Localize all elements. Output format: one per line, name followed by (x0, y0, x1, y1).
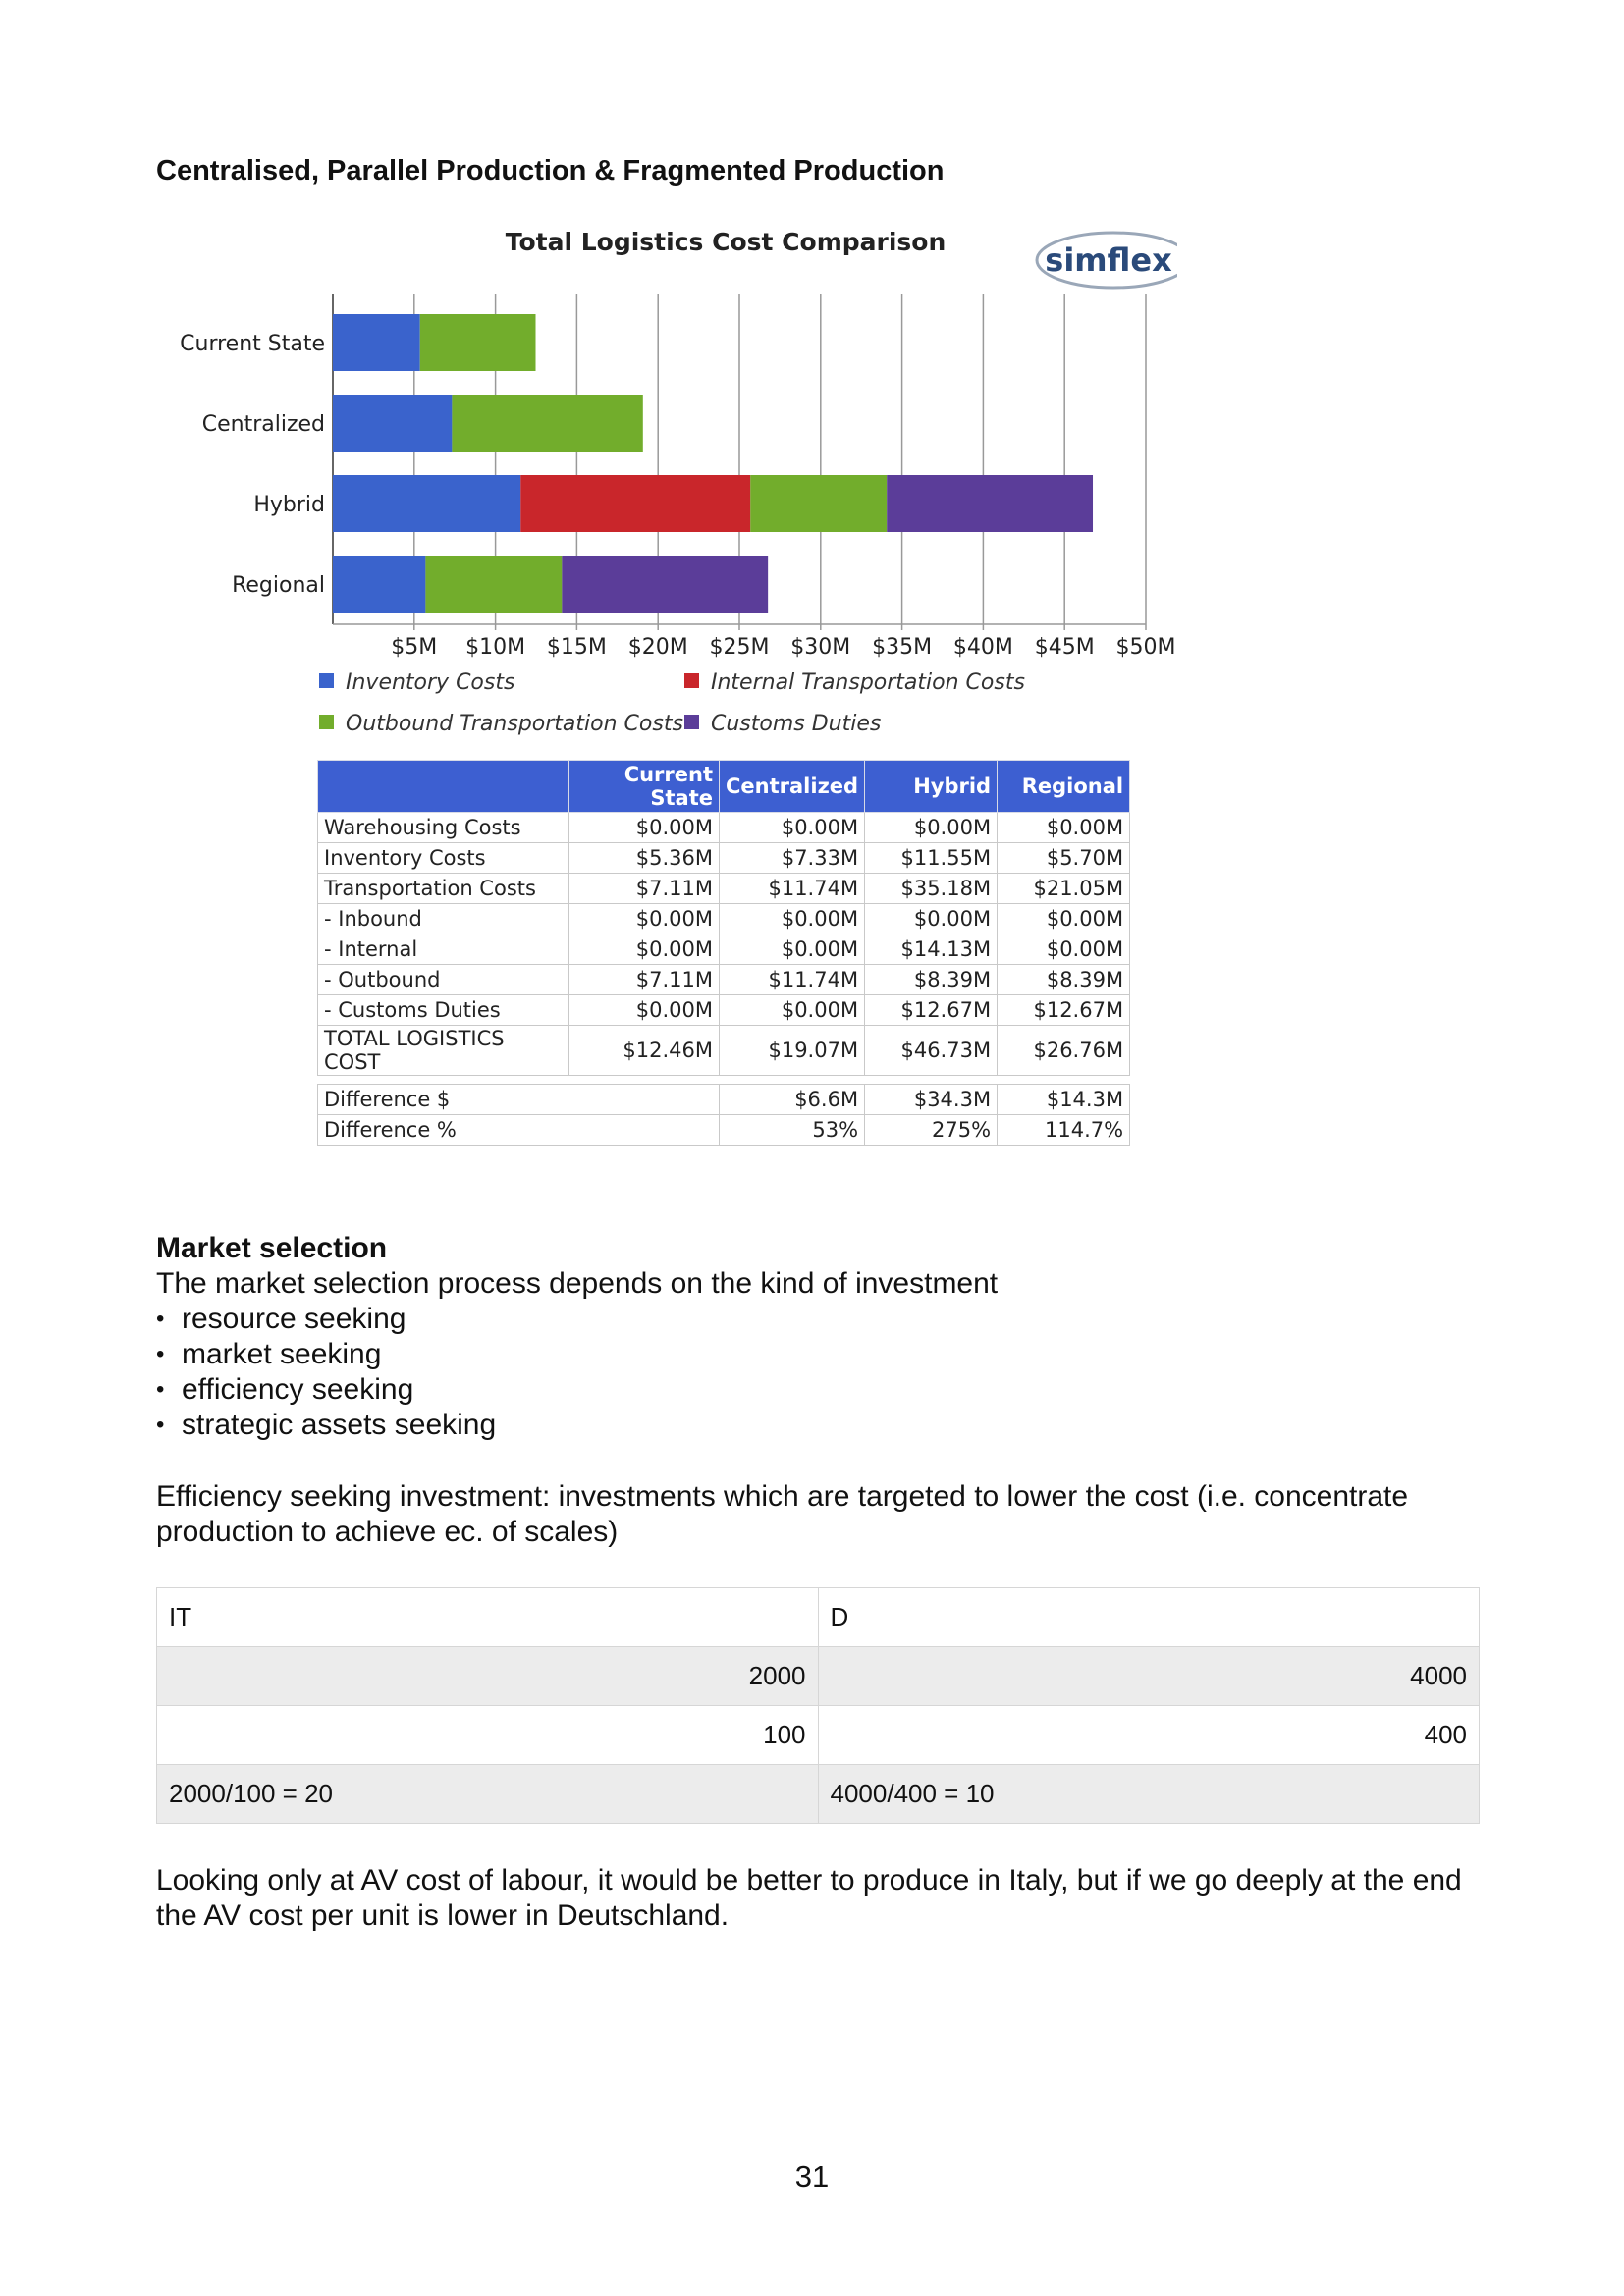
bar-segment (425, 556, 562, 613)
efficiency-text: Efficiency seeking investment: investments which are targeted to lower the cost (i.e. concentrate production to achieve ec. of scales) (156, 1480, 1409, 1548)
list-item: • market seeking (156, 1337, 496, 1372)
table-row (318, 995, 1130, 1026)
table-cell: $21.05M (998, 874, 1130, 904)
table-cell: $34.3M (865, 1085, 998, 1115)
table-row (318, 1085, 1130, 1115)
x-tick-label: $25M (709, 635, 770, 660)
table-cell: D (818, 1588, 1480, 1647)
table-cell: $19.07M (720, 1026, 865, 1076)
table-cell: - Customs Duties (318, 995, 569, 1026)
cost-table (317, 760, 1130, 1146)
legend-label: Customs Duties (711, 712, 882, 736)
table-cell: $0.00M (569, 904, 720, 934)
category-label: Current State (180, 332, 325, 356)
table-cell: $0.00M (865, 904, 998, 934)
bar-segment (420, 314, 536, 371)
x-tick-label: $45M (1034, 635, 1095, 660)
chart-category-labels (180, 332, 325, 598)
table-cell: $12.67M (865, 995, 998, 1026)
table-cell: 275% (865, 1115, 998, 1146)
category-label: Centralized (201, 412, 325, 437)
legend-swatch (319, 715, 334, 729)
spacer-cell (318, 1076, 1130, 1085)
list-item: • efficiency seeking (156, 1372, 496, 1408)
table-cell: $0.00M (865, 813, 998, 843)
page-number: 31 (794, 2160, 830, 2194)
conclusion-text: Looking only at AV cost of labour, it would be better to produce in Italy, but if we go deeply at the end the AV cost per unit is lower in Deutschland. (156, 1864, 1462, 1932)
cost-table-header (318, 761, 1130, 813)
legend-swatch (684, 715, 699, 729)
legend-swatch (684, 673, 699, 688)
bar-segment (452, 395, 642, 452)
x-tick-label: $50M (1115, 635, 1176, 660)
bar-segment (333, 556, 425, 613)
table-cell: 4000/400 = 10 (818, 1765, 1480, 1824)
table-cell: 53% (720, 1115, 865, 1146)
bar-segment (333, 314, 420, 371)
table-row (318, 843, 1130, 874)
cost-header-current: Current State (569, 761, 720, 813)
category-label: Regional (232, 573, 325, 598)
bar-segment (520, 475, 750, 532)
table-cell: $12.67M (998, 995, 1130, 1026)
table-cell: - Inbound (318, 904, 569, 934)
table-cell: $0.00M (569, 813, 720, 843)
table-cell: 4000 (818, 1647, 1480, 1706)
table-row (318, 1026, 1130, 1076)
table-cell: TOTAL LOGISTICS COST (318, 1026, 569, 1076)
table-row (157, 1706, 1480, 1765)
table-cell: $11.74M (720, 965, 865, 995)
legend-label: Internal Transportation Costs (711, 670, 1025, 695)
table-cell: $35.18M (865, 874, 998, 904)
table-cell: $0.00M (569, 995, 720, 1026)
table-cell: 400 (818, 1706, 1480, 1765)
table-cell: $0.00M (720, 904, 865, 934)
x-tick-label: $30M (790, 635, 851, 660)
table-cell: - Outbound (318, 965, 569, 995)
table-cell: 2000/100 = 20 (157, 1765, 819, 1824)
table-cell: $0.00M (569, 934, 720, 965)
table-cell: $0.00M (720, 813, 865, 843)
bar-segment (333, 395, 452, 452)
cost-header-regional: Regional (998, 761, 1130, 813)
category-label: Hybrid (253, 493, 325, 517)
table-cell: $0.00M (998, 904, 1130, 934)
x-tick-label: $35M (872, 635, 933, 660)
table-cell: $26.76M (998, 1026, 1130, 1076)
table-row (157, 1765, 1480, 1824)
logistics-cost-chart (156, 216, 1177, 766)
table-cell: 114.7% (998, 1115, 1130, 1146)
table-row (318, 934, 1130, 965)
table-cell: Inventory Costs (318, 843, 569, 874)
table-cell: $11.55M (865, 843, 998, 874)
table-row (318, 1115, 1130, 1146)
legend-label: Inventory Costs (346, 670, 515, 695)
x-tick-label: $5M (391, 635, 438, 660)
table-cell: $5.70M (998, 843, 1130, 874)
cost-header-centralized: Centralized (720, 761, 865, 813)
list-item: • strategic assets seeking (156, 1408, 496, 1443)
bar-segment (750, 475, 887, 532)
section-heading: Centralised, Parallel Production & Fragmented Production (156, 155, 945, 187)
table-cell: $5.36M (569, 843, 720, 874)
x-tick-label: $40M (952, 635, 1013, 660)
cost-header-hybrid: Hybrid (865, 761, 998, 813)
table-row (318, 813, 1130, 843)
x-tick-label: $10M (465, 635, 526, 660)
list-item: • resource seeking (156, 1302, 496, 1337)
table-cell: $7.33M (720, 843, 865, 874)
chart-bars (333, 314, 1093, 613)
table-cell: $12.46M (569, 1026, 720, 1076)
table-row (157, 1588, 1480, 1647)
labour-cost-table (156, 1587, 1480, 1824)
table-cell: $7.11M (569, 965, 720, 995)
table-cell: $11.74M (720, 874, 865, 904)
table-cell: $0.00M (720, 934, 865, 965)
x-tick-label: $20M (627, 635, 688, 660)
table-cell: Warehousing Costs (318, 813, 569, 843)
table-cell: $0.00M (998, 934, 1130, 965)
bar-segment (333, 475, 520, 532)
table-cell: Difference % (318, 1115, 720, 1146)
table-cell: $6.6M (720, 1085, 865, 1115)
table-cell: $0.00M (720, 995, 865, 1026)
chart-title: Total Logistics Cost Comparison (505, 228, 947, 256)
x-tick-label: $15M (546, 635, 607, 660)
table-cell: $8.39M (865, 965, 998, 995)
bar-segment (562, 556, 768, 613)
table-cell: $0.00M (998, 813, 1130, 843)
table-cell: $46.73M (865, 1026, 998, 1076)
table-cell: Difference $ (318, 1085, 720, 1115)
table-row (157, 1647, 1480, 1706)
table-spacer (318, 1076, 1130, 1085)
table-cell: IT (157, 1588, 819, 1647)
legend-swatch (319, 673, 334, 688)
market-heading: Market selection (156, 1232, 388, 1264)
table-cell: - Internal (318, 934, 569, 965)
legend-label: Outbound Transportation Costs (346, 712, 683, 736)
table-cell: 2000 (157, 1647, 819, 1706)
table-cell: $7.11M (569, 874, 720, 904)
investment-list (156, 1302, 496, 1443)
table-cell: $8.39M (998, 965, 1130, 995)
table-cell: $14.3M (998, 1085, 1130, 1115)
simflex-logo (1037, 233, 1177, 288)
table-row (318, 965, 1130, 995)
table-cell: $14.13M (865, 934, 998, 965)
table-row (318, 874, 1130, 904)
table-row (318, 904, 1130, 934)
chart-legend (319, 670, 1025, 736)
bar-segment (887, 475, 1093, 532)
logo-text: simflex (1045, 241, 1172, 279)
chart-x-ticks (391, 635, 1175, 660)
table-cell: 100 (157, 1706, 819, 1765)
market-intro: The market selection process depends on the kind of investment (156, 1267, 999, 1300)
cost-header-blank (318, 761, 569, 813)
table-cell: Transportation Costs (318, 874, 569, 904)
